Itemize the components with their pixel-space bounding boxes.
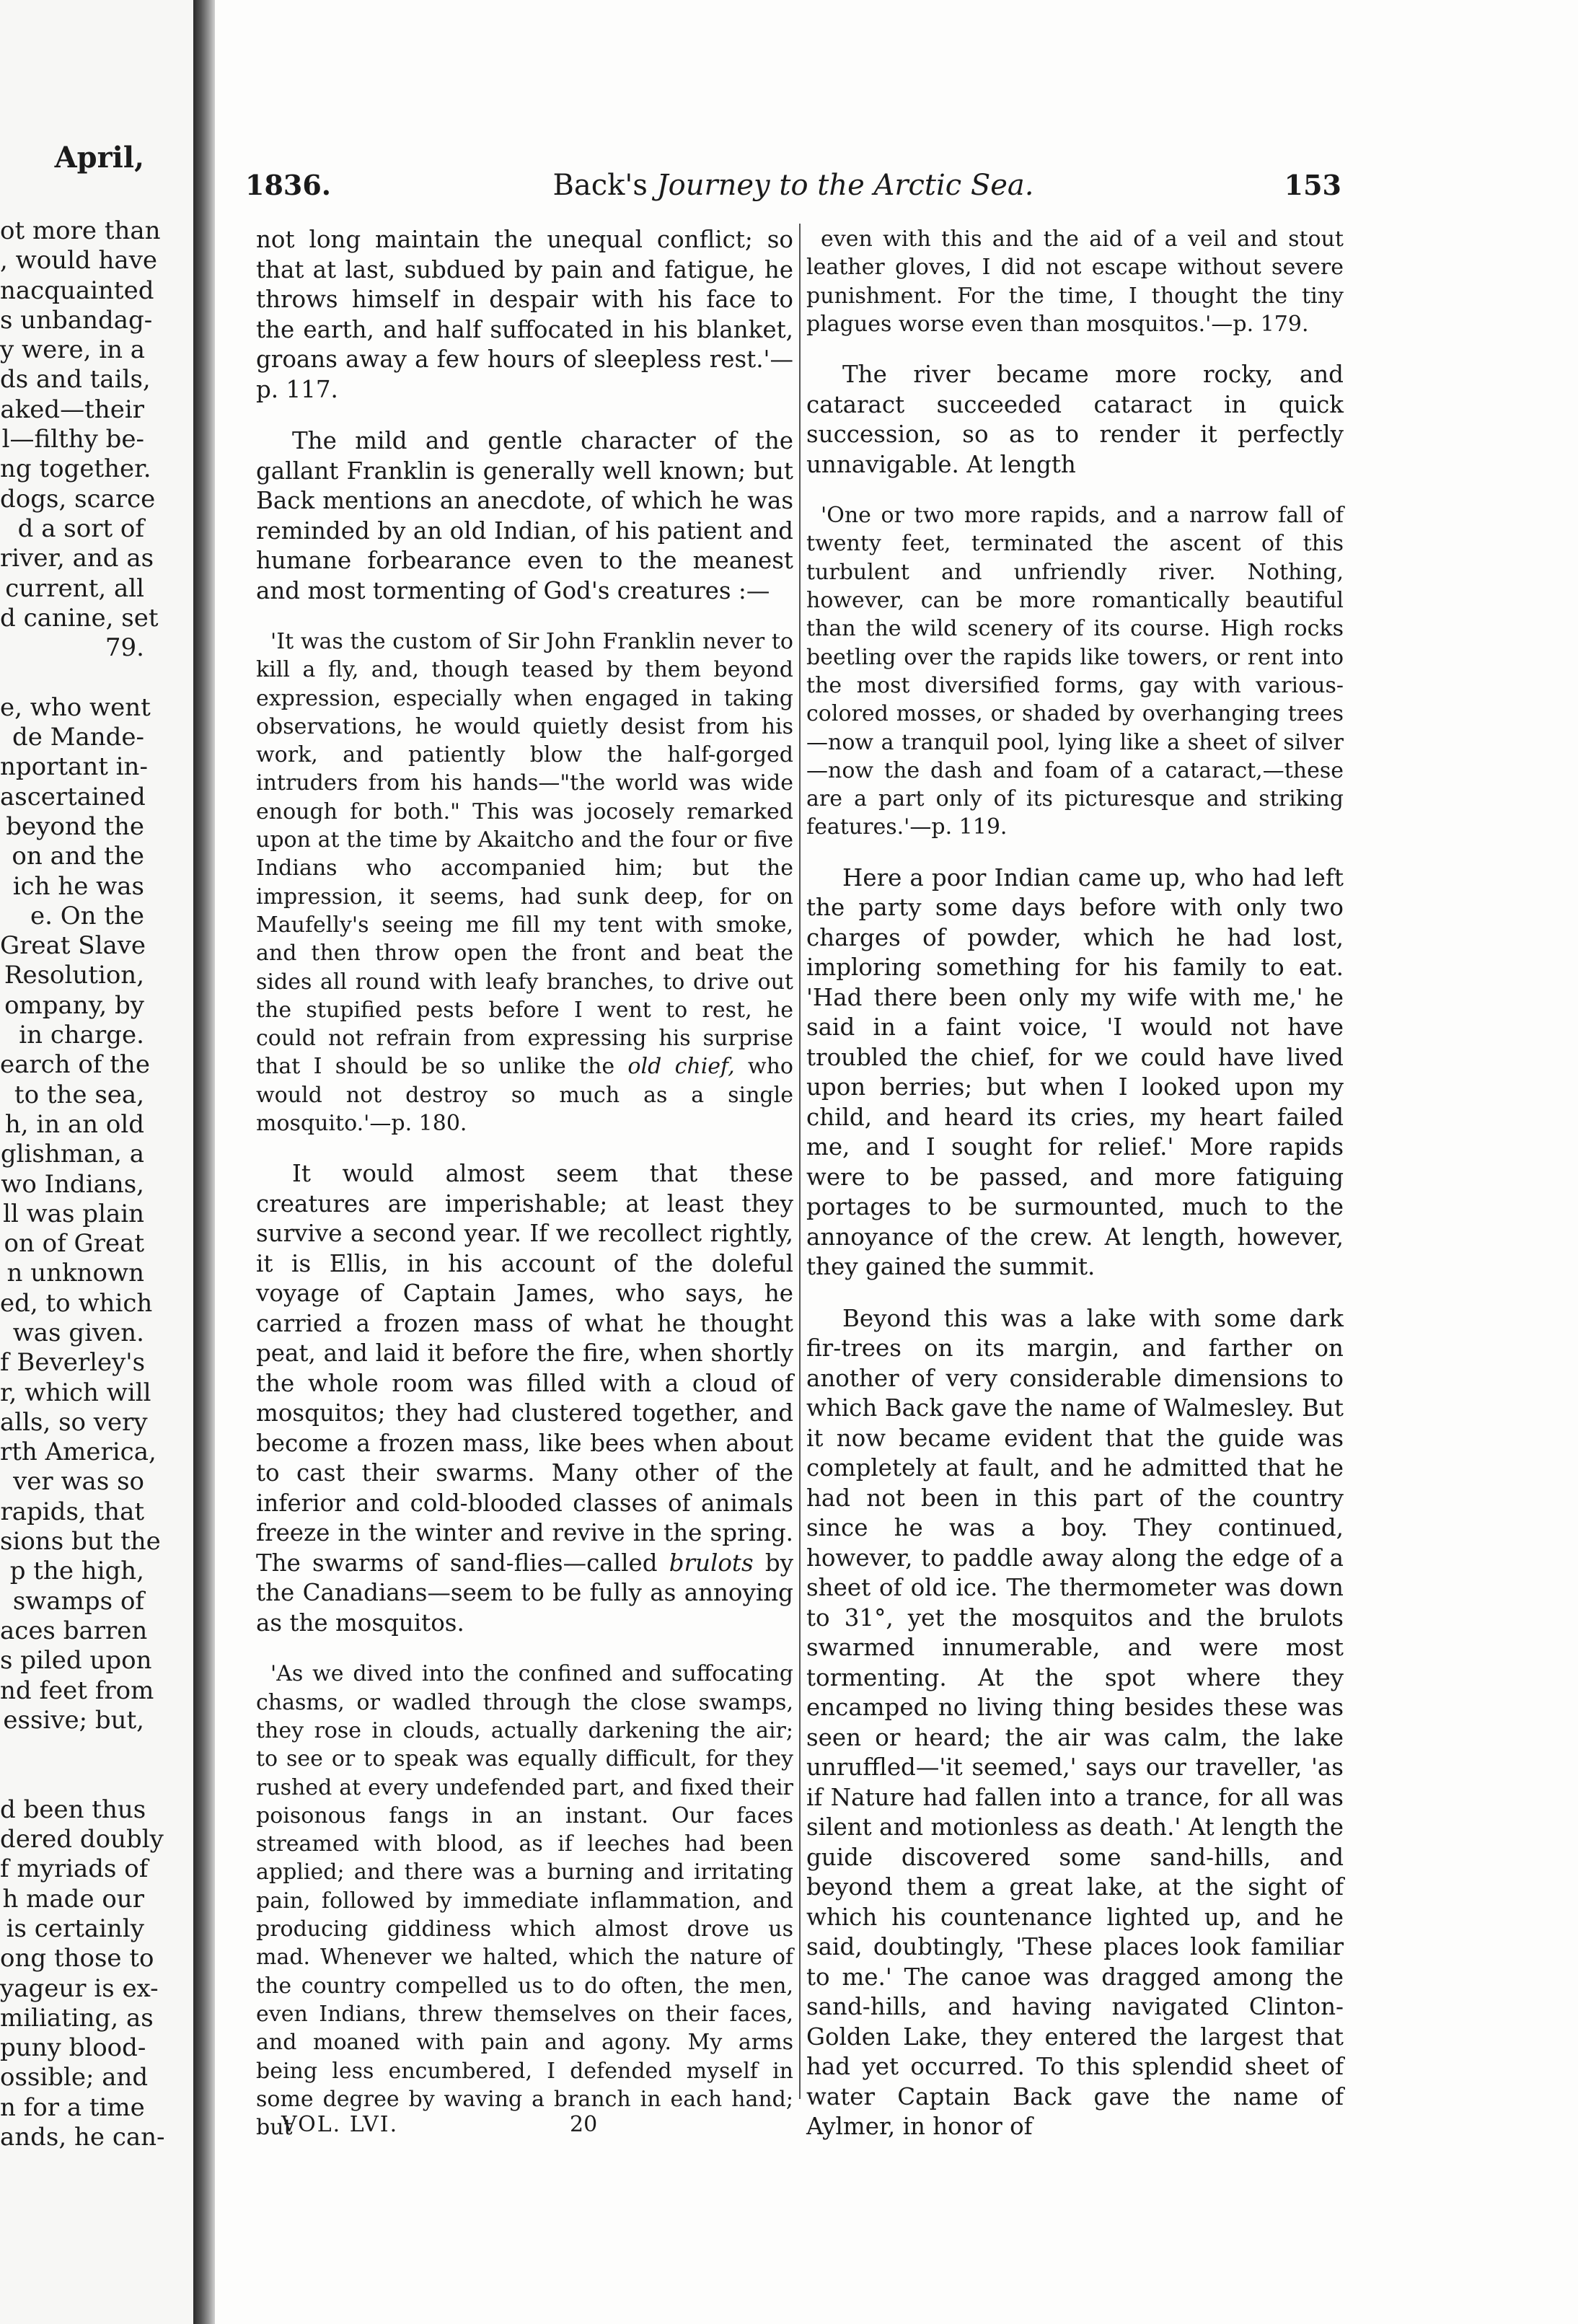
text-column-left	[256, 225, 793, 2163]
left-page-line: ds and tails,	[0, 365, 151, 395]
left-page-line: puny blood-	[0, 2033, 146, 2063]
paragraph: not long maintain the unequal conflict; so that at last, subdued by pain and fatigue, he throws himself in despair with his face to the earth, and half suffocated in his blanket, groans away a few hours of sleepless rest.'—p. 117.	[256, 226, 793, 403]
left-page-line: ot more than	[0, 216, 161, 245]
left-page-line: rapids, that	[0, 1497, 144, 1526]
left-page-line: h, in an old	[4, 1109, 144, 1139]
left-page-line: sions but the	[0, 1527, 161, 1557]
left-page-line	[0, 663, 144, 692]
left-page-line: aces barren	[0, 1616, 148, 1645]
volume-label: VOL. LVI.	[281, 2112, 399, 2137]
title-italic: Journey to the Arctic Sea.	[656, 169, 1034, 202]
left-page-line: e, who went	[0, 692, 151, 722]
left-page-running-head: April,	[54, 141, 144, 175]
quote-paragraph: 'One or two more rapids, and a narrow fall of twenty feet, terminated the ascent of this turbulent and unfriendly river. Nothing, however, can be more romantically beautiful than the wild scenery of its course. High rocks beetling over the rapids like towers, or rent into the most diversified forms, gay with various-colored mosses, or shaded by overhanging trees—now a tranquil pool, lying like a sheet of silver—now the dash and foam of a cataract,—these are a part only of its picturesque and striking features.'—p. 119.	[806, 503, 1344, 840]
running-head-title	[245, 169, 1341, 202]
left-page-line: d canine, set	[0, 603, 159, 633]
left-page-line: n for a time	[0, 2092, 145, 2122]
left-page-line: nportant in-	[0, 752, 148, 782]
left-page-line: in charge.	[19, 1021, 144, 1050]
left-page-line: ll was plain	[3, 1199, 144, 1228]
left-page-line: aked—their	[0, 395, 144, 424]
paragraph: Beyond this was a lake with some dark fir-trees on its margin, and farther on another of very considerable dimensions to which Back gave the name of Walmesley. But it now became evident that the guide was completely at fault, and he admitted that he had not been in this part of the country since he was a boy. They continued, however, to paddle away along the edge of a sheet of old ice. The thermometer was down to 31°, yet the mosquitos and the brulots swarmed innumerable, and were most tormenting. At the spot where they encamped no living thing besides these was seen or heard; the air was calm, the lake unruffled—'it seemed,' says our traveller, 'as if Nature had fallen into a trance, for all was silent and motionless as death.' At length the guide discovered some sand-hills, and beyond them a great lake, at the sight of which his countenance lighted up, and he said, doubtingly, 'These places look familiar to me.' The canoe was dragged among the sand-hills, and having navigated Clinton-Golden Lake, they entered the largest that had yet occurred. To this splendid sheet of water Captain Back gave the name of Aylmer, in honor of	[806, 1304, 1344, 2141]
italic-text: old chief,	[627, 1054, 735, 1080]
left-page-line: p the high,	[9, 1557, 144, 1586]
left-page-line: ver was so	[13, 1467, 144, 1497]
left-page-line: s piled upon	[0, 1646, 152, 1676]
text-column-right	[806, 225, 1344, 2164]
left-page-line: h made our	[2, 1884, 144, 1914]
left-page-line: dered doubly	[0, 1825, 164, 1854]
left-page-line: river, and as	[0, 544, 154, 573]
page-number: 153	[1284, 169, 1341, 201]
left-page-line: Great Slave	[0, 931, 146, 961]
left-page-line: r, which will	[0, 1378, 151, 1407]
left-page-line: ossible; and	[0, 2063, 149, 2092]
left-page-line	[0, 1735, 144, 1765]
left-page-line: e. On the	[30, 901, 144, 930]
left-page-line: ascertained	[0, 782, 146, 811]
left-page-line: ng together.	[0, 454, 151, 484]
quote-text: 'It was the custom of Sir John Franklin never to kill a fly, and, though teased by them beyond expression, especially when engaged in taking observations, he would quietly desist from his work, and patiently blow the half-gorged intruders from his hands—"the world was wide enough for both." This was jocosely remarked upon at the time by Akaitcho and the four or five Indians who accompanied him; but the impression, it seems, had sunk deep, for on Maufelly's seeing me fill my tent with smoke, and then throw open the front and beat the sides all round with leafy branches, to drive out the stupified pests before I went to rest, he could not refrain from expressing his surprise that I should be so unlike the	[256, 629, 793, 1080]
paragraph-text: by the Canadians—seem to be fully as annoying as the mosquitos.	[256, 1549, 794, 1637]
left-page-line	[0, 1765, 144, 1795]
paragraph	[256, 1159, 793, 1638]
running-head	[245, 169, 1341, 212]
left-page-line: nacquainted	[0, 276, 154, 305]
left-page-line: y were, in a	[0, 335, 146, 365]
italic-text: brulots	[669, 1549, 754, 1577]
left-page-line: essive; but,	[3, 1705, 144, 1735]
paragraph-text: It would almost seem that these creatures are imperishable; at least they survive a second year. If we recollect rightly, it is Ellis, in his account of the doleful voyage of Captain James, who says, he carried a frozen mass of what he thought peat, and laid it before the fire, when shortly the whole room was filled with a cloud of mosquitos; they had clustered together, and become a frozen mass, like bees when about to cast their swarms. Many other of the inferior and cold-blooded classes of animals freeze in the winter and revive in the spring. The swarms of sand-flies—called	[256, 1160, 793, 1577]
running-head-year: 1836.	[245, 169, 331, 201]
left-page-line: ong those to	[0, 1944, 154, 1973]
left-page-line: f myriads of	[0, 1854, 149, 1884]
left-page-line: beyond the	[6, 811, 144, 841]
paragraph: The mild and gentle character of the gallant Franklin is generally well known; but Back mentions an anecdote, of which he was reminded by an old Indian, of his patient and humane forbearance even to the meanest and most tormenting of God's creatures :—	[256, 427, 793, 604]
left-page-line: ands, he can-	[0, 2123, 165, 2152]
quote-text: who would not destroy so much as a single mosquito.'—p. 180.	[256, 1054, 793, 1137]
left-page-line: ed, to which	[0, 1288, 153, 1318]
left-page-line: alls, so very	[0, 1407, 148, 1437]
left-page-line: earch of the	[0, 1050, 150, 1080]
left-page-line: dogs, scarce	[0, 484, 156, 514]
left-page-line: nd feet from	[0, 1676, 154, 1705]
left-page-line: ompany, by	[4, 990, 144, 1020]
left-page-line: rth America,	[0, 1438, 157, 1467]
left-page-line: , would have	[0, 246, 158, 276]
title-prefix: Back's	[552, 169, 657, 202]
paragraph: Here a poor Indian came up, who had left the party some days before with only two charges of powder, which he had lost, imploring something for his family to eat. 'Had there been only my wife with me,' he said in a faint voice, 'I would not have troubled the chief, for we could have lived upon berries; but when I looked upon my child, and heard its cries, my heart failed me, and I sought for relief.' More rapids were to be passed, and more fatiguing portages to be surmounted, much to the annoyance of the crew. At length, however, they gained the summit.	[806, 863, 1344, 1281]
left-page-line: f Beverley's	[0, 1348, 146, 1378]
left-page-line: wo Indians,	[1, 1169, 144, 1199]
left-page-line: s unbandag-	[0, 305, 153, 335]
left-page-line: swamps of	[12, 1586, 144, 1616]
column-divider	[799, 224, 801, 2099]
signature-mark: 20	[570, 2112, 598, 2137]
quote-paragraph: 'As we dived into the confined and suffocating chasms, or wadled through the close swamps, they rose in clouds, actually darkening the air; to see or to speak was equally difficult, for they rushed at every undefended part, and fixed their poisonous fangs in an instant. Our faces streamed with blood, as if leeches had been applied; and there was a burning and irritating pain, followed by immediate inflammation, and producing giddiness which almost drove us mad. Whenever we halted, which the nature of the country compelled us to do often, the men, even Indians, threw themselves on their faces, and moaned with pain and agony. My arms being less encumbered, I defended myself in some degree by waving a branch in each hand; but	[256, 1661, 793, 2141]
left-page-line: Resolution,	[4, 961, 144, 990]
book-gutter	[193, 0, 215, 2324]
left-page-line: yageur is ex-	[0, 1973, 159, 2003]
paragraph: The river became more rocky, and cataract succeeded cataract in quick succession, so as to render it perfectly unnavigable. At length	[806, 361, 1344, 478]
left-page-line: l—filthy be-	[1, 425, 144, 454]
left-page-text-column	[0, 216, 165, 2152]
left-page-line: current, all	[5, 573, 144, 603]
left-page-line: d been thus	[0, 1795, 146, 1824]
left-page-line: d a sort of	[17, 514, 144, 543]
left-page-line: de Mande-	[12, 723, 144, 752]
left-page-line: on and the	[12, 842, 144, 871]
left-page-line: on of Great	[4, 1229, 144, 1259]
left-page-line: n unknown	[6, 1259, 144, 1288]
left-page-line: miliating, as	[0, 2003, 154, 2033]
left-page-line: is certainly	[6, 1914, 144, 1943]
left-page-line: ich he was	[12, 871, 144, 901]
left-page-line: was given.	[12, 1318, 144, 1347]
quote-paragraph: even with this and the aid of a veil and stout leather gloves, I did not escape without severe punishment. For the time, I thought the tiny plagues worse even than mosquitos.'—p. 179.	[806, 226, 1344, 337]
left-page-line: 79.	[105, 633, 144, 663]
left-page-line: glishman, a	[0, 1140, 144, 1169]
left-page-strip	[0, 0, 193, 2324]
quote-paragraph	[256, 628, 793, 1137]
left-page-line: to the sea,	[14, 1080, 144, 1109]
